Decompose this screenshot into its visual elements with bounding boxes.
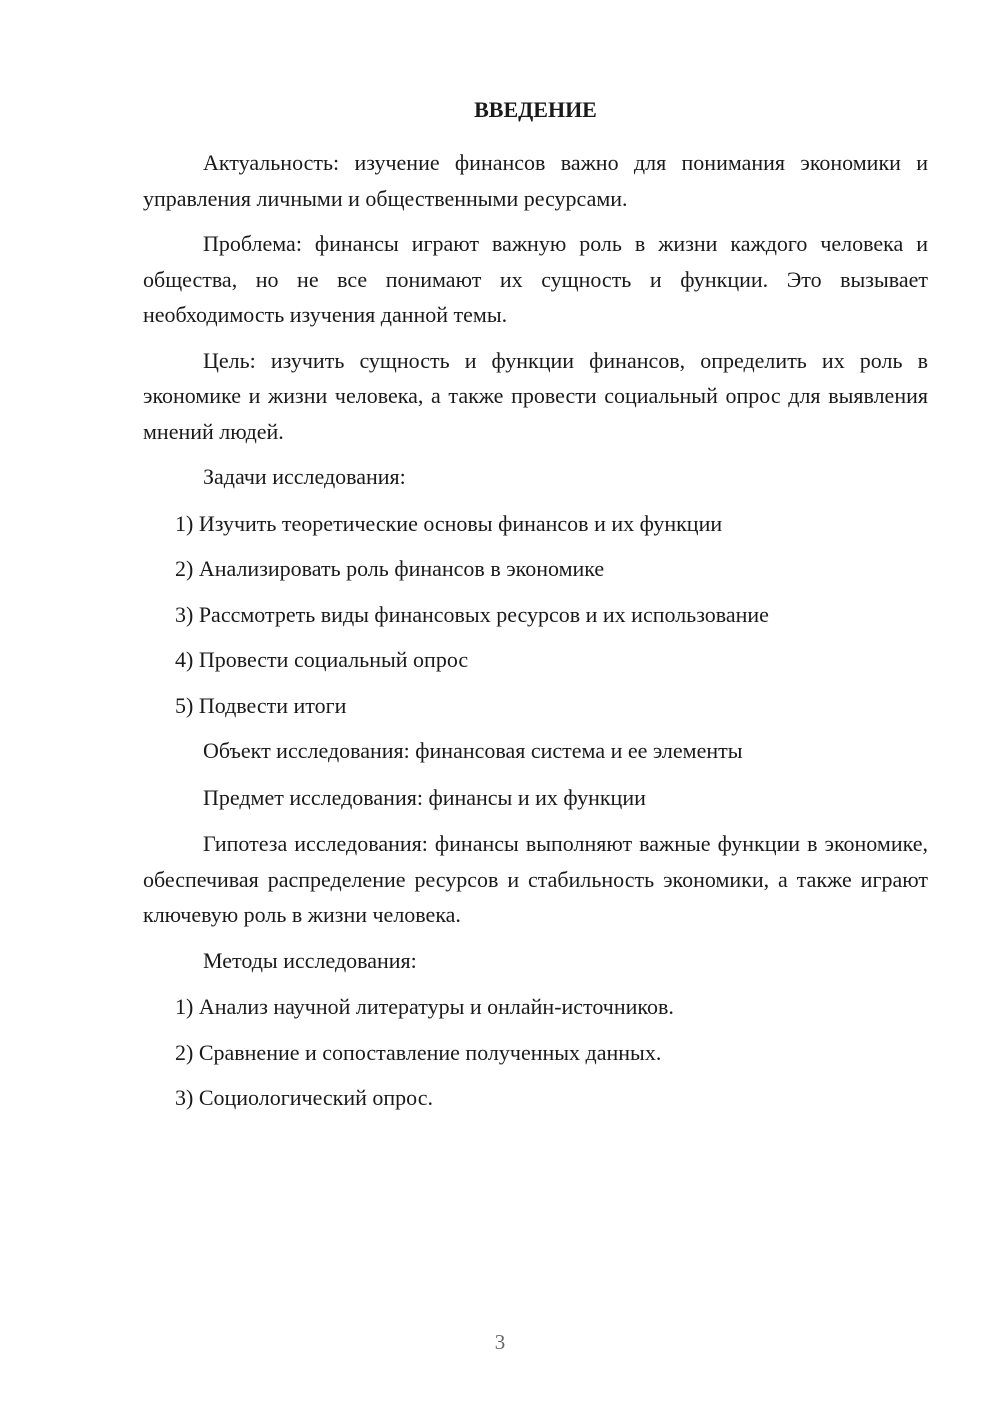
page-number: 3	[494, 1330, 506, 1354]
page-title: ВВЕДЕНИЕ	[474, 97, 597, 122]
relevance-paragraph: Актуальность: изучение финансов важно для понимания экономики и управления личными и общественными ресурсами.	[143, 150, 928, 211]
task-item: 3) Рассмотреть виды финансовых ресурсов и их использование	[175, 601, 769, 627]
subject-paragraph: Предмет исследования: финансы и их функции	[203, 784, 646, 810]
document-page	[143, 92, 928, 1126]
task-item: 5) Подвести итоги	[175, 692, 347, 718]
problem-paragraph: Проблема: финансы играют важную роль в жизни каждого человека и общества, но не все понимают их сущность и функции. Это вызывает необходимость изучения данной темы.	[143, 231, 928, 327]
goal-paragraph: Цель: изучить сущность и функции финансов, определить их роль в экономике и жизни человека, а также провести социальный опрос для выявления мнений людей.	[143, 347, 928, 444]
method-item: 2) Сравнение и сопоставление полученных данных.	[175, 1039, 662, 1065]
tasks-heading: Задачи исследования:	[203, 464, 406, 489]
task-item: 1) Изучить теоретические основы финансов и их функции	[175, 510, 723, 536]
method-item: 3) Социологический опрос.	[175, 1085, 433, 1110]
task-item: 2) Анализировать роль финансов в экономике	[175, 556, 605, 581]
hypothesis-paragraph: Гипотеза исследования: финансы выполняют важные функции в экономике, обеспечивая распределение ресурсов и стабильность экономики, а также играют ключевую роль в жизни человека.	[143, 831, 928, 927]
task-item: 4) Провести социальный опрос	[175, 647, 469, 672]
tasks-list	[143, 506, 928, 724]
object-paragraph: Объект исследования: финансовая система и ее элементы	[203, 738, 743, 763]
methods-heading: Методы исследования:	[203, 947, 417, 973]
methods-list	[143, 989, 928, 1116]
method-item: 1) Анализ научной литературы и онлайн-источников.	[175, 994, 674, 1019]
